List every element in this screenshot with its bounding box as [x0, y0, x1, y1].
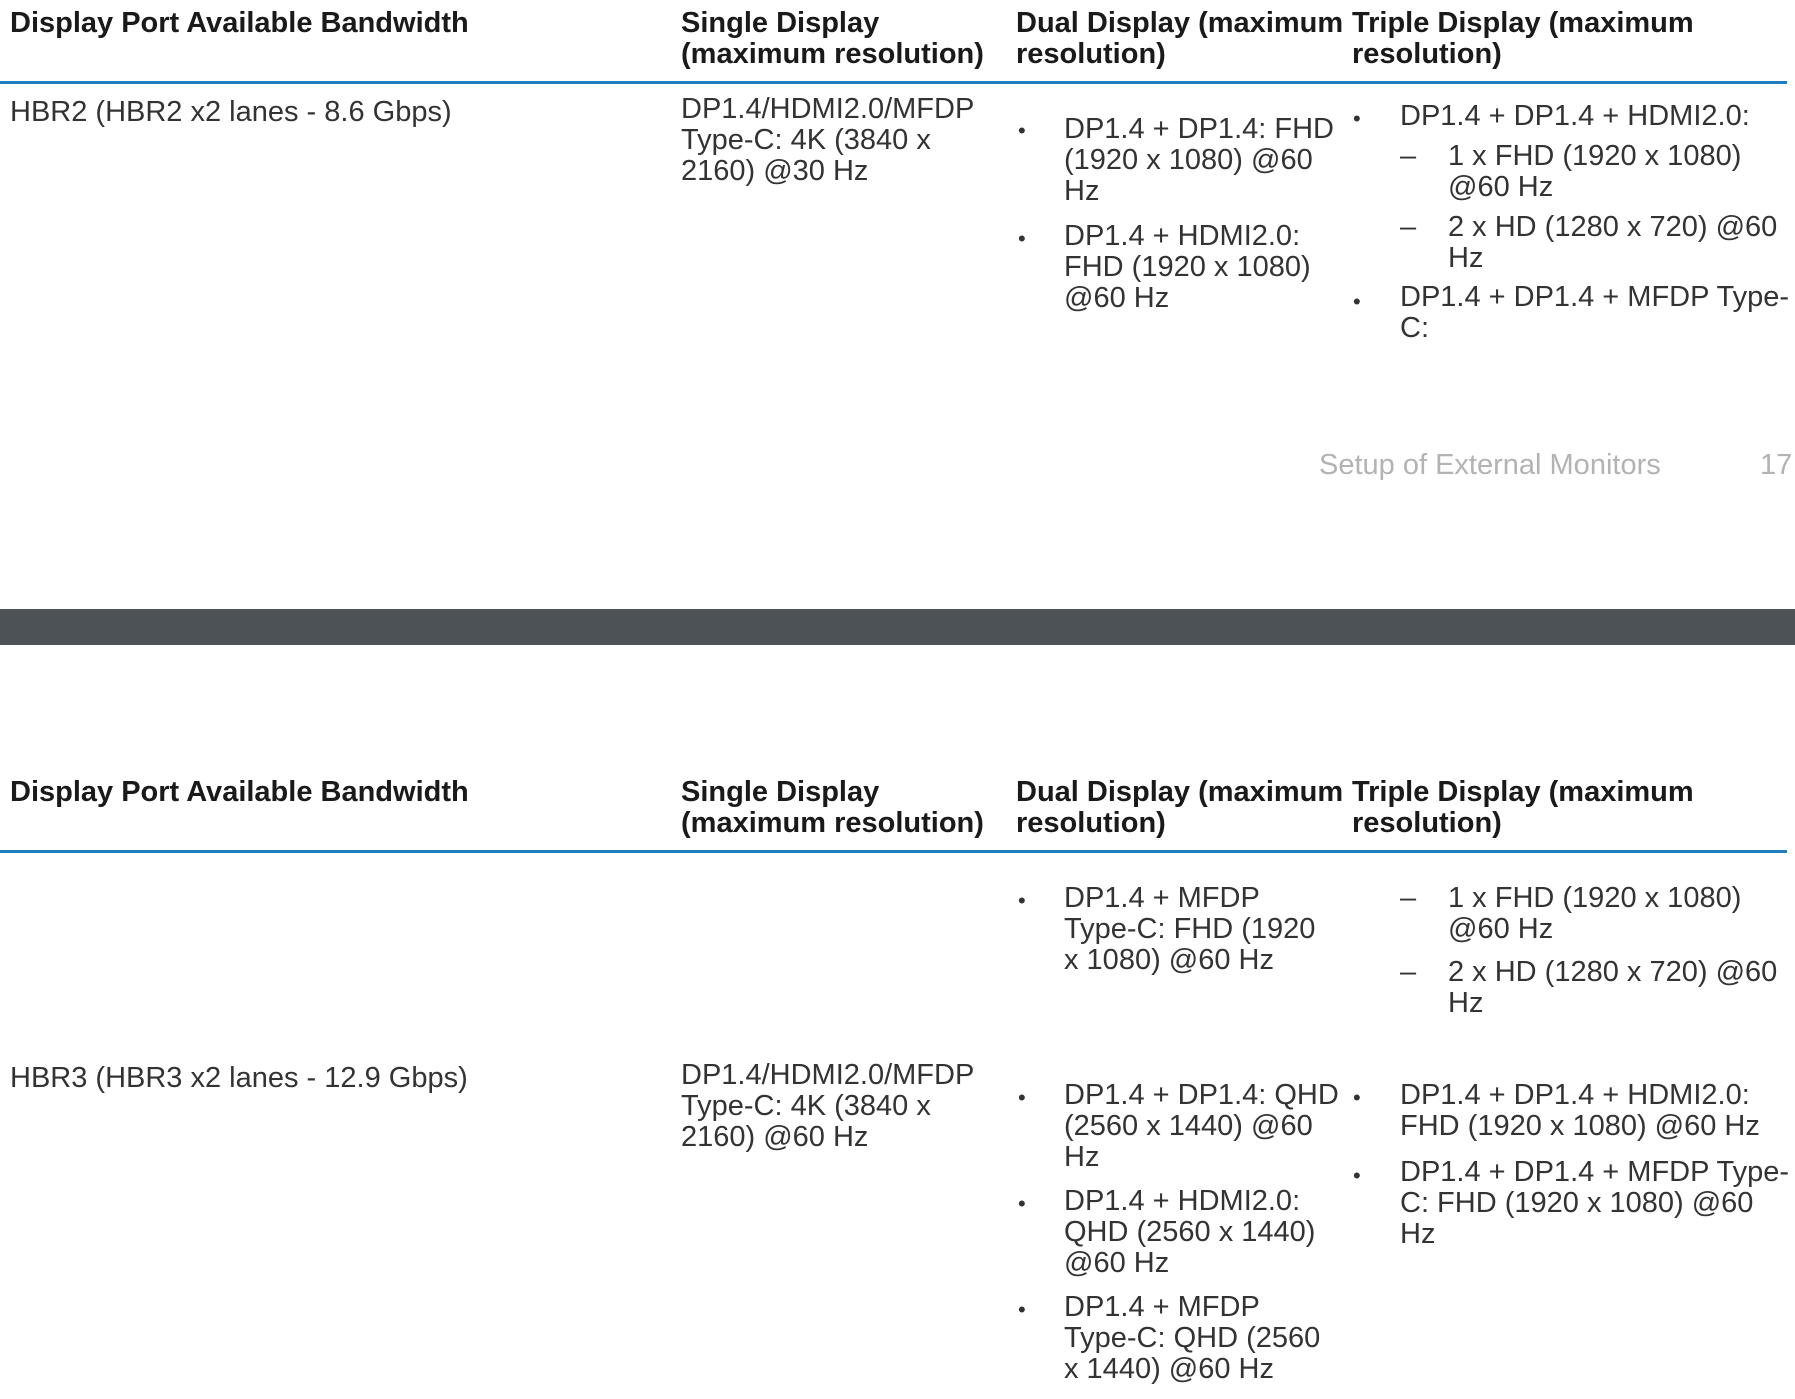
single-display-hbr2: DP1.4/HDMI2.0/MFDP Type-C: 4K (3840 x 2160) @30 Hz: [681, 93, 975, 187]
header-single-display: Single Display (maximum resolution): [681, 776, 984, 839]
header-triple-display: Triple Display (maximum resolution): [1352, 7, 1694, 70]
list-item: DP1.4 + DP1.4 + MFDP Type- C: FHD (1920 x 1080) @60 Hz: [1400, 1156, 1789, 1250]
header-rule: [0, 850, 1787, 853]
dash-icon: –: [1400, 956, 1417, 988]
bullet-icon: •: [1018, 226, 1026, 251]
header-bandwidth: Display Port Available Bandwidth: [10, 776, 469, 808]
list-item: 2 x HD (1280 x 720) @60 Hz: [1448, 956, 1778, 1019]
bullet-icon: •: [1353, 1085, 1361, 1110]
bullet-icon: •: [1018, 1085, 1026, 1110]
list-item: 1 x FHD (1920 x 1080) @60 Hz: [1448, 882, 1742, 945]
header-dual-display: Dual Display (maximum resolution): [1016, 776, 1344, 839]
bullet-icon: •: [1018, 118, 1026, 143]
bullet-icon: •: [1018, 1191, 1026, 1216]
bullet-icon: •: [1353, 289, 1361, 314]
bullet-icon: •: [1353, 106, 1361, 131]
bandwidth-hbr3: HBR3 (HBR3 x2 lanes - 12.9 Gbps): [10, 1062, 468, 1094]
page-divider: [0, 609, 1795, 645]
list-item: DP1.4 + HDMI2.0: FHD (1920 x 1080) @60 Hz: [1064, 220, 1311, 314]
list-item: DP1.4 + DP1.4: QHD (2560 x 1440) @60 Hz: [1064, 1079, 1339, 1173]
bandwidth-hbr2: HBR2 (HBR2 x2 lanes - 8.6 Gbps): [10, 96, 452, 128]
bullet-icon: •: [1018, 888, 1026, 913]
list-item: DP1.4 + DP1.4: FHD (1920 x 1080) @60 Hz: [1064, 113, 1334, 207]
footer-section-title: Setup of External Monitors: [1319, 449, 1661, 481]
dash-icon: –: [1400, 882, 1417, 914]
header-rule: [0, 81, 1787, 84]
bullet-icon: •: [1353, 1163, 1361, 1188]
list-item: DP1.4 + DP1.4 + MFDP Type- C:: [1400, 281, 1789, 344]
list-item: 2 x HD (1280 x 720) @60 Hz: [1448, 211, 1778, 274]
list-item: DP1.4 + MFDP Type-C: QHD (2560 x 1440) @60 Hz: [1064, 1291, 1321, 1385]
list-item: DP1.4 + MFDP Type-C: FHD (1920 x 1080) @60 Hz: [1064, 882, 1316, 976]
dash-icon: –: [1400, 211, 1417, 243]
list-item: DP1.4 + DP1.4 + HDMI2.0:: [1400, 100, 1750, 132]
header-single-display: Single Display (maximum resolution): [681, 7, 984, 70]
header-bandwidth: Display Port Available Bandwidth: [10, 7, 469, 39]
header-dual-display: Dual Display (maximum resolution): [1016, 7, 1344, 70]
bullet-icon: •: [1018, 1297, 1026, 1322]
list-item: 1 x FHD (1920 x 1080) @60 Hz: [1448, 140, 1742, 203]
dash-icon: –: [1400, 140, 1417, 172]
header-triple-display: Triple Display (maximum resolution): [1352, 776, 1694, 839]
list-item: DP1.4 + DP1.4 + HDMI2.0: FHD (1920 x 1080) @60 Hz: [1400, 1079, 1760, 1142]
single-display-hbr3: DP1.4/HDMI2.0/MFDP Type-C: 4K (3840 x 2160) @60 Hz: [681, 1059, 975, 1153]
page-number: 17: [1760, 449, 1793, 481]
list-item: DP1.4 + HDMI2.0: QHD (2560 x 1440) @60 Hz: [1064, 1185, 1316, 1279]
